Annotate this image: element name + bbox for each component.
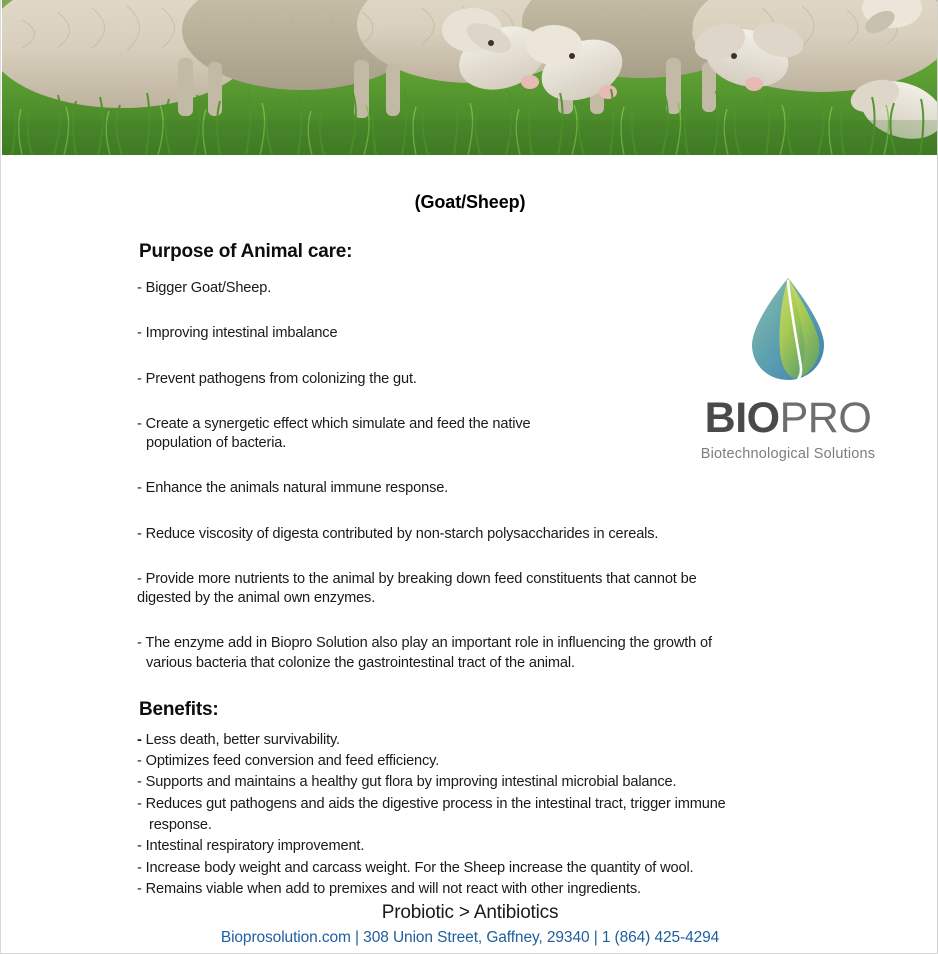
list-item [137, 479, 797, 498]
purpose-line: - Reduce viscosity of digesta contributed by non-starch polysaccharides in cereals. [137, 525, 659, 542]
purpose-line: - The enzyme add in Biopro Solution also play an important role in influencing the growth of [137, 635, 712, 652]
logo-tagline: Biotechnological Solutions [700, 446, 876, 462]
benefits-list [137, 730, 817, 900]
document-body [1, 155, 938, 900]
purpose-heading: Purpose of Animal care: [139, 241, 353, 262]
document-footer [1, 902, 938, 947]
benefit-dash: - [137, 838, 142, 855]
purpose-line: - Improving intestinal imbalance [137, 325, 338, 342]
purpose-line-cont: digested by the animal own enzymes. [137, 590, 376, 606]
purpose-line-cont: various bacteria that colonize the gastrointestinal tract of the animal. [146, 654, 575, 671]
benefit-text: Remains viable when add to premixes and will not react with other ingredients. [141, 880, 641, 897]
purpose-line: - Bigger Goat/Sheep. [137, 280, 272, 296]
benefit-dash: - [137, 880, 142, 897]
purpose-line: - Prevent pathogens from colonizing the gut. [137, 370, 417, 387]
benefit-text: Supports and maintains a healthy gut flora by improving intestinal microbial balance. [141, 774, 677, 791]
logo-word-pro: PRO [779, 394, 872, 442]
list-item [137, 570, 797, 609]
list-item [137, 525, 797, 544]
biopro-leaf-droplet-icon [738, 275, 838, 385]
benefit-dash: - [137, 859, 142, 876]
benefit-dash: - [137, 795, 142, 812]
biopro-logo [679, 275, 897, 462]
footer-contact-line: Bioprosolution.com | 308 Union Street, Gaffney, 29340 | 1 (864) 425-4294 [220, 929, 720, 946]
list-item [137, 836, 817, 857]
list-item [137, 879, 817, 900]
logo-word-bio: BIO [704, 394, 780, 442]
list-item [137, 730, 817, 751]
benefit-text-cont: response. [149, 816, 212, 833]
list-item [137, 772, 817, 793]
benefit-dash: - [137, 753, 142, 770]
benefit-text: Increase body weight and carcass weight. For the Sheep increase the quantity of wool. [141, 859, 694, 876]
list-item [137, 858, 817, 879]
sheep-grazing-photo [2, 0, 938, 155]
benefit-text: Intestinal respiratory improvement. [141, 838, 365, 855]
benefit-dash: - [137, 731, 142, 748]
purpose-line: - Enhance the animals natural immune response. [137, 480, 449, 497]
logo-wordmark [679, 394, 897, 442]
header-banner-image [2, 0, 938, 155]
purpose-line-cont: population of bacteria. [146, 435, 287, 451]
footer-tagline: Probiotic > Antibiotics [381, 902, 559, 923]
benefit-text: Less death, better survivability. [141, 731, 340, 748]
benefit-dash: - [137, 774, 142, 791]
list-item [137, 634, 797, 673]
list-item [137, 751, 817, 772]
benefit-text: Reduces gut pathogens and aids the digestive process in the intestinal tract, trigger immune [141, 795, 726, 812]
list-item [137, 794, 817, 837]
benefit-text: Optimizes feed conversion and feed efficiency. [141, 753, 440, 770]
purpose-line: - Create a synergetic effect which simulate and feed the native [137, 415, 531, 432]
page-title: (Goat/Sheep) [414, 192, 526, 212]
benefits-heading: Benefits: [139, 698, 219, 720]
purpose-line: - Provide more nutrients to the animal by breaking down feed constituents that cannot be [137, 570, 697, 587]
